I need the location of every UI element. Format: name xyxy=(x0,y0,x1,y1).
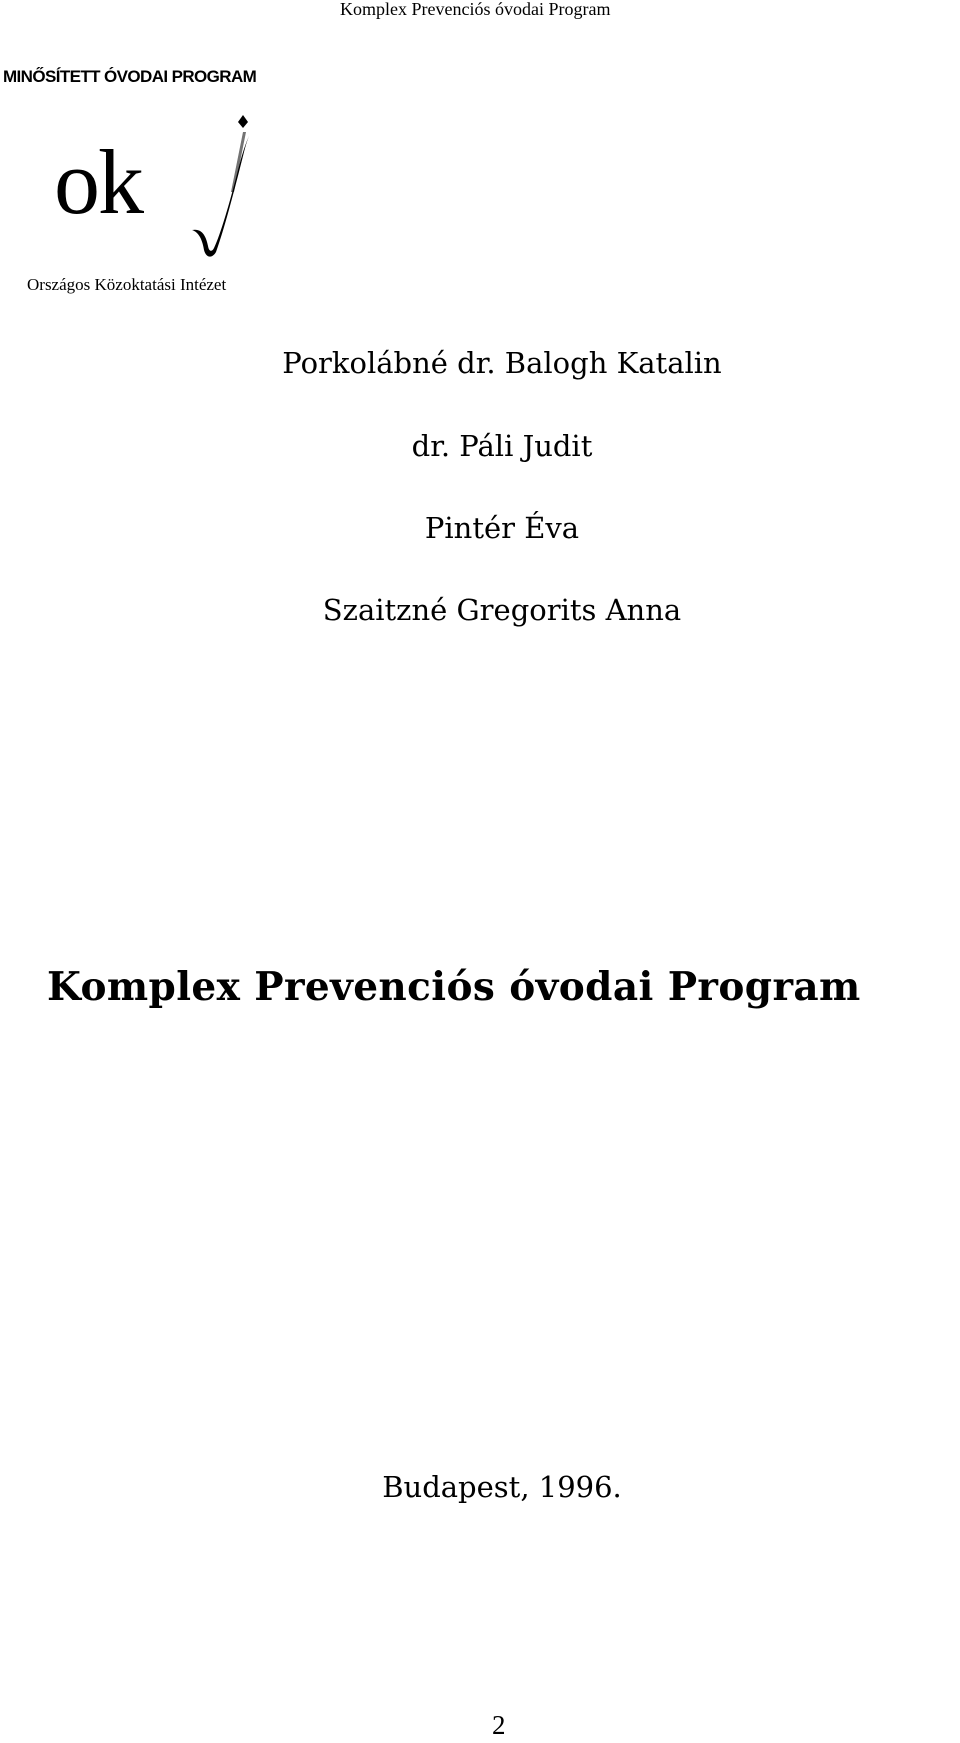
running-header: Komplex Prevenciós óvodai Program xyxy=(340,0,611,19)
oki-logo xyxy=(50,112,280,262)
author-name: Szaitzné Gregorits Anna xyxy=(322,593,682,627)
author-name: Porkolábné dr. Balogh Katalin xyxy=(282,346,722,380)
logo-letters: ok xyxy=(54,131,142,233)
document-title: Komplex Prevenciós óvodai Program xyxy=(47,964,861,1010)
author-name: dr. Páli Judit xyxy=(411,429,593,463)
qualification-label: MINŐSÍTETT ÓVODAI PROGRAM xyxy=(3,67,257,86)
page-number: 2 xyxy=(492,1710,506,1740)
checkmark-icon xyxy=(190,112,280,262)
place-and-date: Budapest, 1996. xyxy=(382,1470,622,1504)
institute-name: Országos Közoktatási Intézet xyxy=(27,275,227,294)
author-name: Pintér Éva xyxy=(424,511,580,545)
